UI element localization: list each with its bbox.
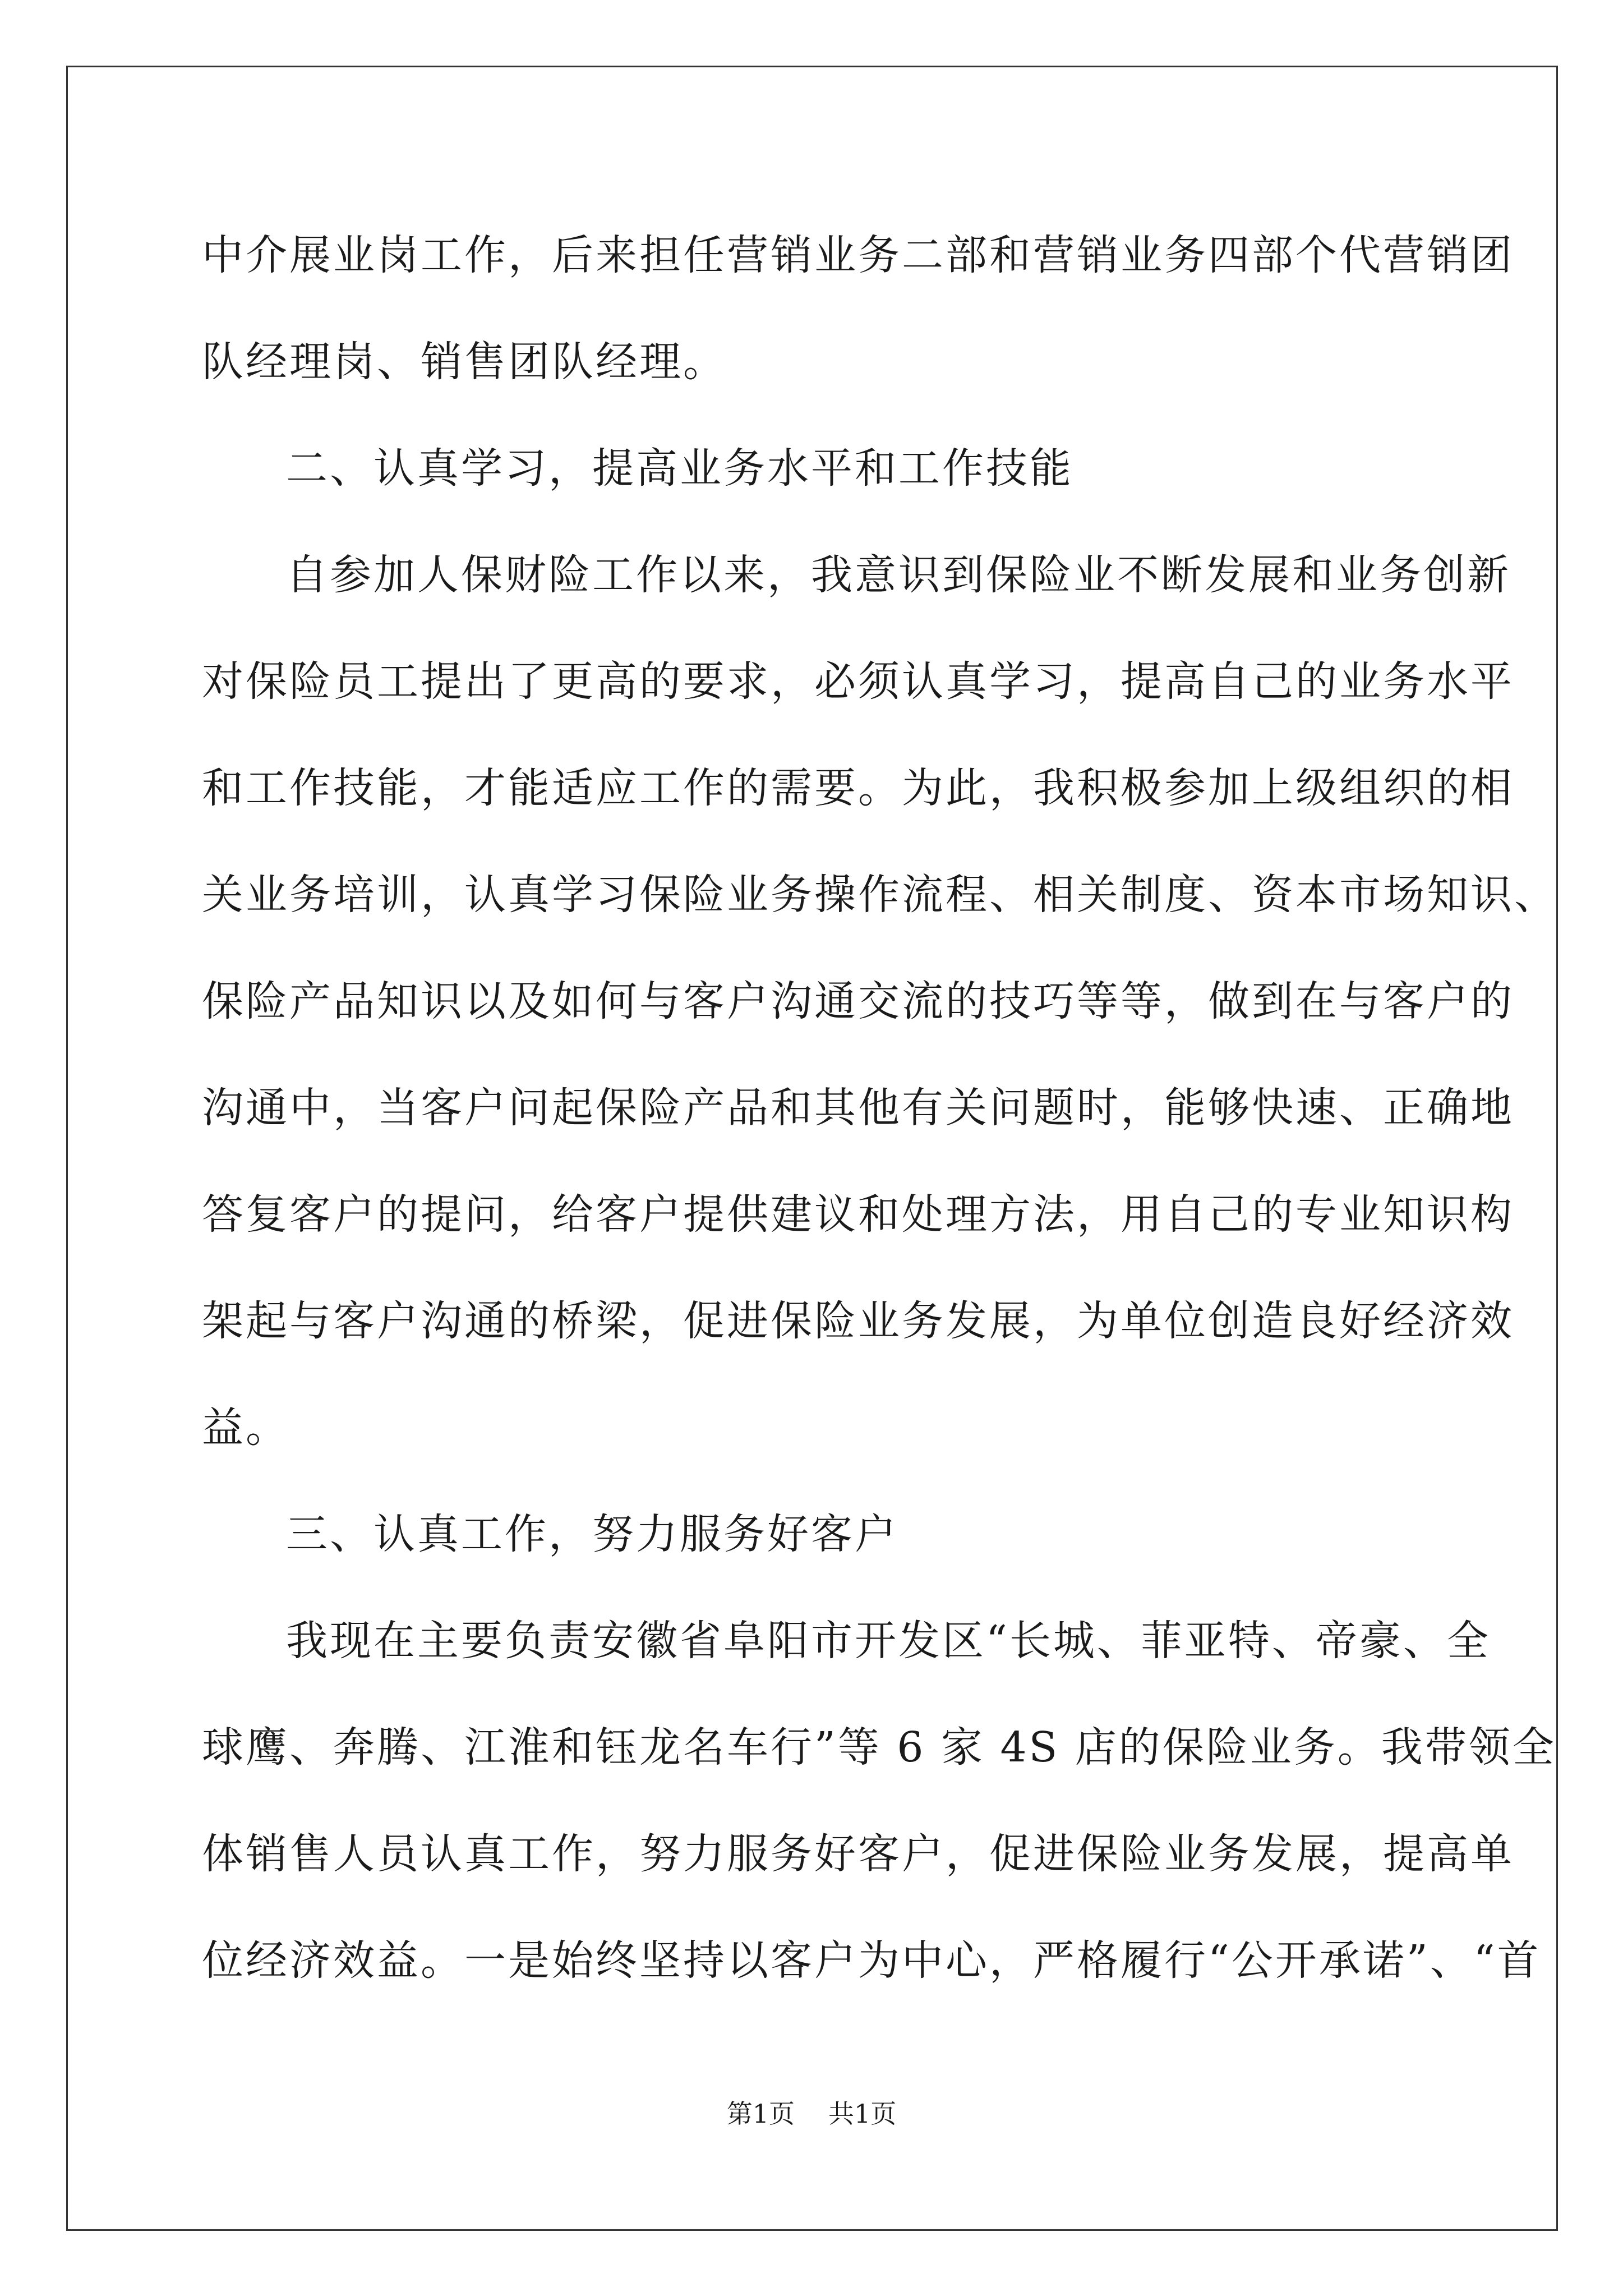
section-heading: 三、认真工作，努力服务好客户 bbox=[286, 1510, 898, 1558]
page-total: 共1页 bbox=[828, 2099, 897, 2129]
text-line: 自参加人保财险工作以来，我意识到保险业不断发展和业务创新 bbox=[286, 551, 1511, 599]
text-line: 队经理岗、销售团队经理。 bbox=[202, 338, 727, 386]
section-heading: 二、认真学习，提高业务水平和工作技能 bbox=[286, 444, 1073, 493]
text-line: 中介展业岗工作，后来担任营销业务二部和营销业务四部个代营销团 bbox=[202, 231, 1514, 279]
text-line: 和工作技能，才能适应工作的需要。为此，我积极参加上级组织的相 bbox=[202, 764, 1514, 812]
page-footer bbox=[0, 2097, 1623, 2131]
text-line: 体销售人员认真工作，努力服务好客户，促进保险业务发展，提高单 bbox=[202, 1830, 1514, 1878]
document-body bbox=[202, 202, 1558, 2014]
text-line: 对保险员工提出了更高的要求，必须认真学习，提高自己的业务水平 bbox=[202, 657, 1514, 706]
text-line: 位经济效益。一是始终坚持以客户为中心，严格履行“公开承诺”、“首 bbox=[202, 1936, 1541, 1985]
text-line: 关业务培训，认真学习保险业务操作流程、相关制度、资本市场知识、 bbox=[202, 871, 1558, 919]
text-line: 我现在主要负责安徽省阜阳市开发区“长城、菲亚特、帝豪、全 bbox=[286, 1617, 1491, 1665]
text-line: 球鹰、奔腾、江淮和钰龙名车行”等 6 家 4S 店的保险业务。我带领全 bbox=[202, 1723, 1556, 1772]
page-number: 第1页 bbox=[726, 2099, 795, 2129]
text-line: 保险产品知识以及如何与客户沟通交流的技巧等等，做到在与客户的 bbox=[202, 977, 1514, 1025]
text-line: 答复客户的提问，给客户提供建议和处理方法，用自己的专业知识构 bbox=[202, 1190, 1514, 1239]
text-line: 益。 bbox=[202, 1404, 289, 1452]
text-line: 沟通中，当客户问起保险产品和其他有关问题时，能够快速、正确地 bbox=[202, 1084, 1514, 1132]
text-line: 架起与客户沟通的桥梁，促进保险业务发展，为单位创造良好经济效 bbox=[202, 1297, 1514, 1345]
